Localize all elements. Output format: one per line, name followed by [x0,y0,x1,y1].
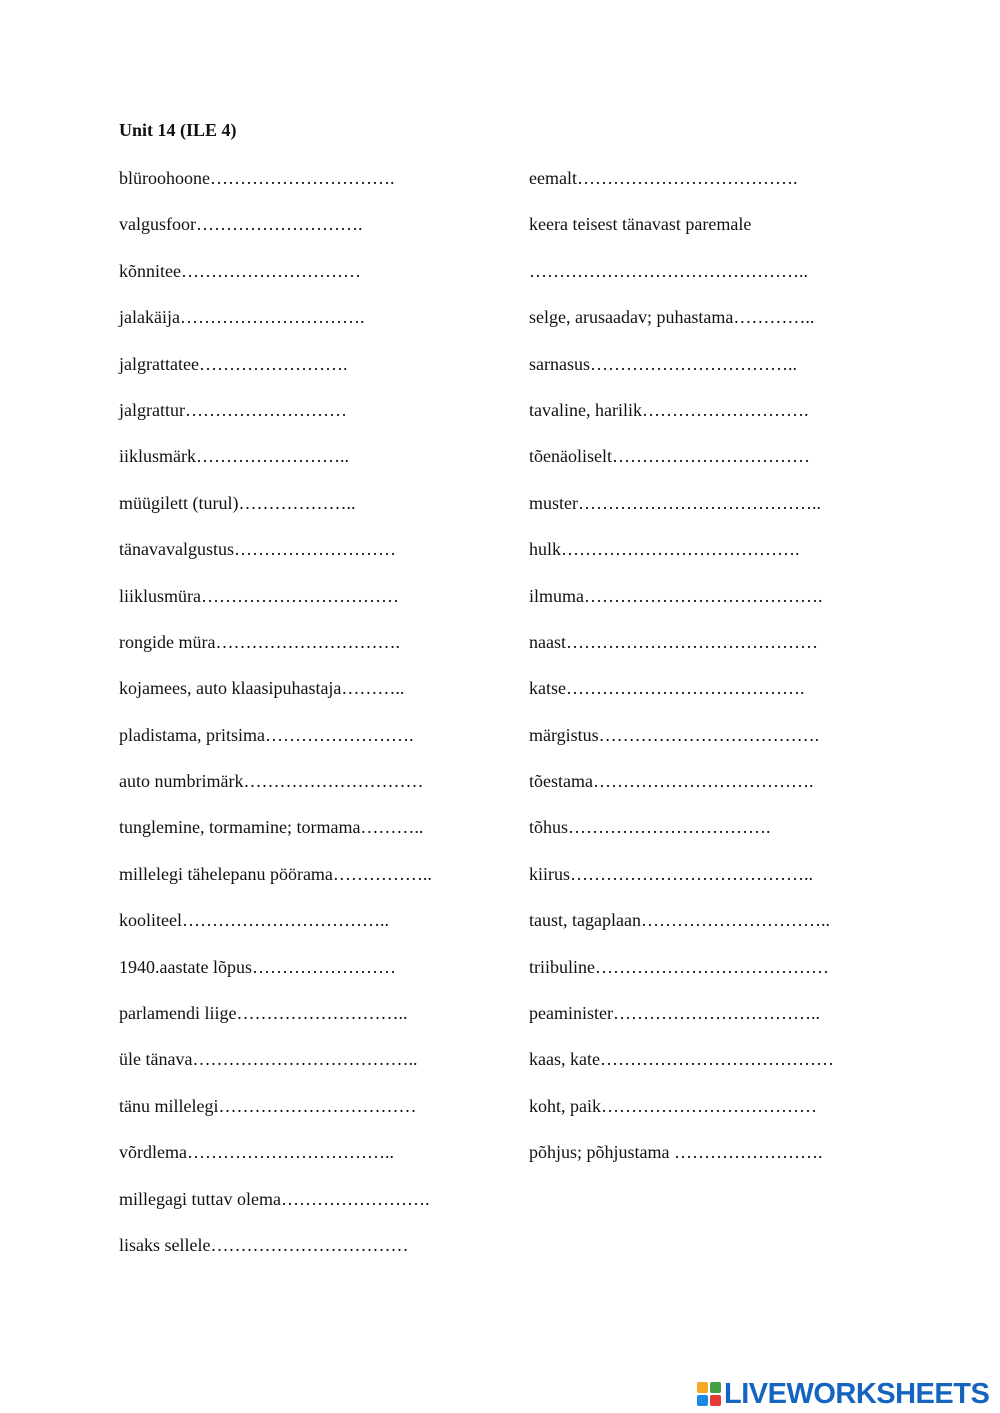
logo-square-red [710,1395,721,1406]
vocab-line: tõestama………………………………. [529,771,814,792]
vocab-line: tõhus……………………………. [529,817,771,838]
liveworksheets-brand[interactable] [697,1378,989,1410]
vocab-line: muster………………………………….. [529,492,821,513]
vocab-line: iiklusmärk…………………….. [119,446,349,467]
vocab-line: jalgrattatee……………………. [119,353,348,374]
vocab-line: müügilett (turul)……………….. [119,492,356,513]
vocab-line: naast…………………………………… [529,631,818,652]
vocab-column-left [119,166,509,1279]
vocab-line: tänu millelegi…………………………… [119,1095,417,1116]
vocab-line: parlamendi liige……………………….. [119,1003,408,1024]
vocab-line: sarnasus…………………………….. [529,353,797,374]
vocab-line: millegagi tuttav olema……………………. [119,1188,430,1209]
vocab-line: keera teisest tänavast paremale [529,214,752,235]
vocab-line: ……………………………………….. [529,260,808,281]
vocab-line: tõenäoliselt…………………………… [529,446,810,467]
vocab-line: koht, paik……………………………… [529,1095,817,1116]
vocab-line: eemalt………………………………. [529,168,798,188]
vocab-line: kojamees, auto klaasipuhastaja……….. [119,678,405,699]
vocab-line: kiirus………………………………….. [529,863,814,884]
vocab-line: märgistus………………………………. [529,724,820,745]
vocab-line: rongide müra…………………………. [119,631,400,652]
vocab-line: millelegi tähelepanu pöörama…………….. [119,863,432,884]
vocab-line: jalakäija…………………………. [119,307,365,328]
vocab-line: pladistama, pritsima……………………. [119,724,414,745]
vocab-line: tänavavalgustus……………………… [119,539,396,560]
vocab-line: peaminister…………………………….. [529,1003,820,1024]
vocab-line: tunglemine, tormamine; tormama……….. [119,817,424,838]
vocab-line: üle tänava……………………………….. [119,1049,418,1070]
vocab-line: ilmuma…………………………………. [529,585,823,606]
brand-name: LIVEWORKSHEETS [724,1378,990,1410]
liveworksheets-logo-icon [697,1382,721,1406]
vocab-line: kaas, kate………………………………… [529,1049,834,1070]
vocab-line: kooliteel…………………………….. [119,910,389,931]
vocab-column-right [529,166,929,1187]
vocab-line: jalgrattur……………………… [119,399,347,420]
logo-square-yellow [697,1382,708,1393]
vocab-line: hulk…………………………………. [529,539,800,560]
vocab-line: katse…………………………………. [529,678,805,699]
vocab-line: blüroohoone…………………………. [119,168,395,188]
vocab-line: taust, tagaplaan………………………….. [529,910,830,931]
vocab-line: triibuline………………………………… [529,956,829,977]
vocab-line: valgusfoor………………………. [119,214,363,235]
vocab-line: tavaline, harilik………………………. [529,399,809,420]
vocab-line: kõnnitee………………………… [119,260,361,281]
page-title: Unit 14 (ILE 4) [119,120,237,140]
vocab-line: selge, arusaadav; puhastama………….. [529,307,815,328]
vocab-line: auto numbrimärk………………………… [119,771,424,792]
logo-square-blue [697,1395,708,1406]
vocab-line: lisaks sellele…………………………… [119,1234,409,1255]
vocab-line: võrdlema…………………………….. [119,1142,394,1163]
vocab-line: põhjus; põhjustama ……………………. [529,1142,823,1163]
logo-square-green [710,1382,721,1393]
vocab-line: liiklusmüra…………………………… [119,585,399,606]
vocab-line: 1940.aastate lõpus…………………… [119,956,396,977]
